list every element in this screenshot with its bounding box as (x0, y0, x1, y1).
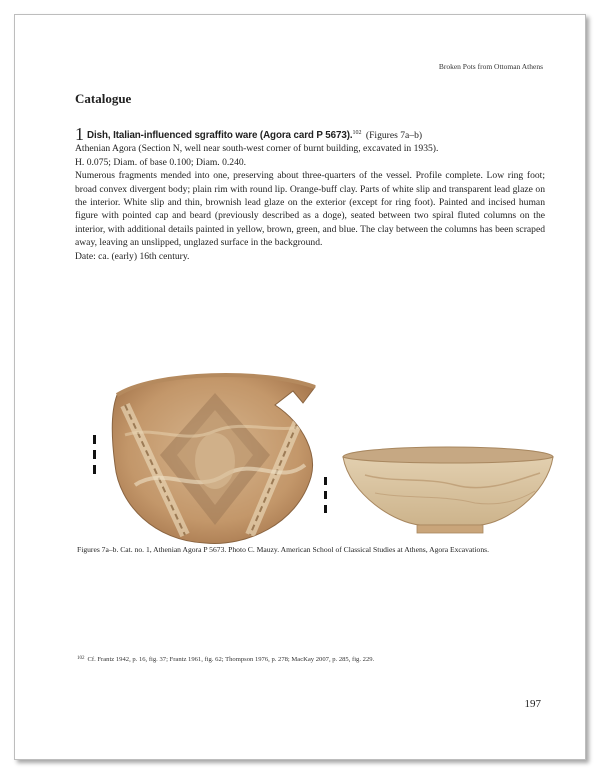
catalogue-number: 1 (75, 124, 84, 144)
footnote-number: 102 (77, 656, 85, 661)
scale-bar-right (324, 477, 327, 513)
entry-title: Dish, Italian-influenced sgraffito ware (Agora card P 5673). (87, 130, 353, 141)
footnote (77, 656, 557, 663)
figure-caption: Figures 7a–b. Cat. no. 1, Athenian Agora P 5673. Photo C. Mauzy. American School of Classical Studies at Athens, Agora Excavations. (77, 545, 489, 554)
dish-interior-photo (112, 375, 315, 543)
page-number: 197 (524, 698, 541, 710)
scale-bar-left (93, 435, 96, 474)
entry-dimensions: H. 0.075; Diam. of base 0.100; Diam. 0.240. (75, 156, 247, 168)
entry-heading (75, 124, 545, 144)
entry-description: Numerous fragments mended into one, preserving about three-quarters of the vessel. Profile complete. Low ring foot; broad convex divergent body; plain rim with round lip. Orange-buff clay. Parts of white slip and transparent lead glaze on the interior. White slip and thin, brownish lead glaze on the exterior (except for ring foot). Painted and incised human figure with pointed cap and beard (previously described as a doge), seated between two spiral fluted columns on the interior, with additional details painted in yellow, brown, green, and blue. The clay between the columns has been scraped away, leaving an unslipped, unglazed surface in the background. (75, 170, 545, 249)
dish-photographs (65, 365, 565, 545)
running-head: Broken Pots from Ottoman Athens (438, 62, 543, 71)
section-title: Catalogue (75, 91, 132, 106)
entry-provenance: Athenian Agora (Section N, well near south-west corner of burnt building, excavated in 1935). (75, 143, 439, 155)
catalogue-entry (75, 124, 545, 263)
footnote-text: Cf. Frantz 1942, p. 16, fig. 37; Frantz 1961, fig. 62; Thompson 1976, p. 278; MacKay 2007, p. 285, fig. 229. (87, 656, 375, 663)
dish-profile-photo (343, 447, 553, 533)
entry-date: Date: ca. (early) 16th century. (75, 250, 190, 262)
figure-reference: (Figures 7a–b) (365, 130, 423, 141)
footnote-reference[interactable]: 102 (352, 130, 362, 136)
figure-7a-b (65, 365, 565, 545)
page (14, 14, 586, 760)
